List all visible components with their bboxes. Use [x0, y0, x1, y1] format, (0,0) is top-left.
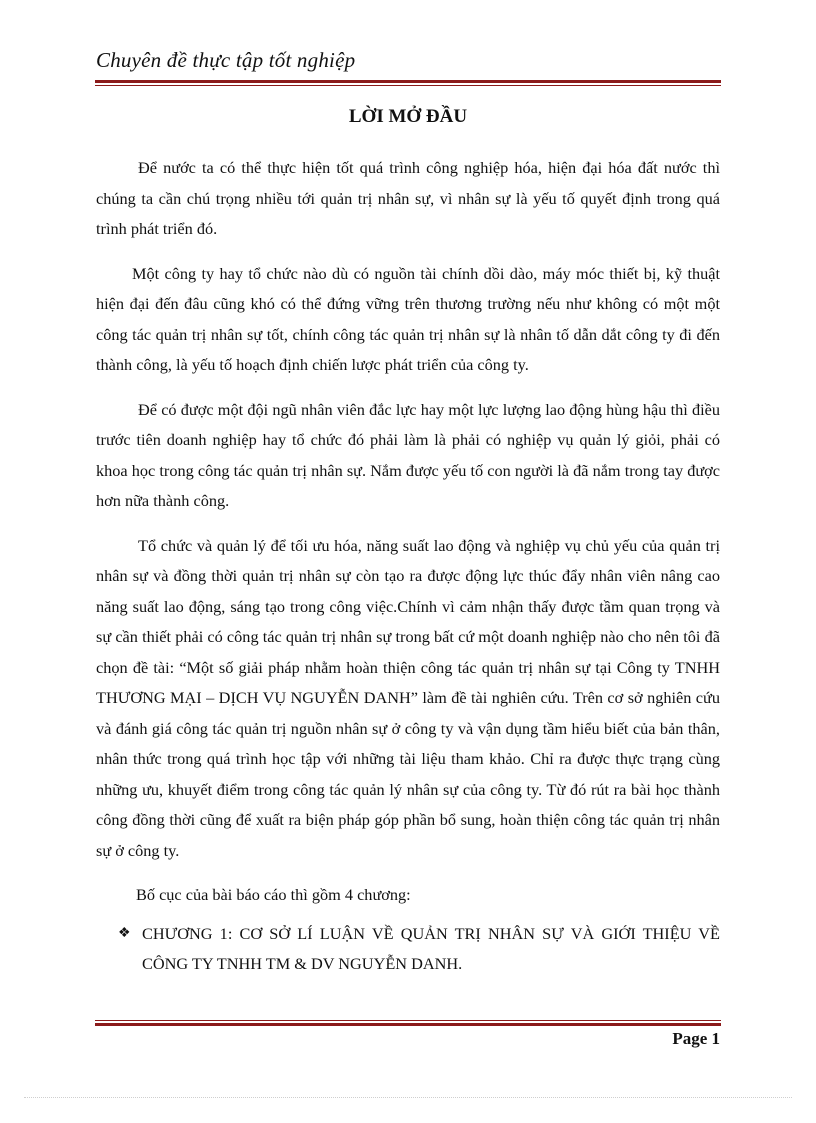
diamond-bullet-icon: ❖ [118, 925, 131, 941]
paragraph: Để có được một đội ngũ nhân viên đắc lực hay một lực lượng lao động hùng hậu thì điều trước tiên doanh nghiệp hay tổ chức đó phải làm là phải có nghiệp vụ quản lý giỏi, phải có khoa học trong công tác quản trị nhân sự. Nắm được yếu tố con người là đã nắm trong tay được hơn nữa thành công. [96, 399, 720, 510]
list-item-text: CHƯƠNG 1: CƠ SỞ LÍ LUẬN VỀ QUẢN TRỊ NHÂN SỰ VÀ GIỚI THIỆU VỀ CÔNG TY TNHH TM & DV NGUYỄN DANH. [142, 923, 720, 973]
paragraph: Tổ chức và quản lý để tối ưu hóa, năng suất lao động và nghiệp vụ chủ yếu của quản trị nhân sự và đồng thời quản trị nhân sự còn tạo ra được động lực thúc đẩy nhân viên nâng cao năng suất lao động, sáng tạo trong công việc.Chính vì cảm nhận thấy được tầm quan trọng và sự cần thiết phải có công tác quản trị nhân sự trong bất cứ một doanh nghiệp nào cho nên tôi đã chọn đề tài: “Một số giải pháp nhằm hoàn thiện công tác quản trị nhân sự tại Công ty TNHH THƯƠNG MẠI – DỊCH VỤ NGUYỄN DANH” làm đề tài nghiên cứu. Trên cơ sở nghiên cứu và đánh giá công tác quản trị nguồn nhân sự ở công ty và vận dụng tầm hiểu biết của bản thân, nhân thức trong quá trình học tập với những tài liệu tham khảo. Chỉ ra được thực trạng cùng những ưu, khuyết điểm trong công tác quản lý nhân sự của công ty. Từ đó rút ra bài học thành công đồng thời cũng để xuất ra biện pháp góp phần bổ sung, hoàn thiện công tác quản trị nhân sự ở công ty. [96, 535, 720, 860]
list-item [118, 919, 720, 980]
running-header: Chuyên đề thực tập tốt nghiệp [96, 48, 356, 72]
header-rule [95, 80, 721, 86]
paragraph: Bố cục của bài báo cáo thì gồm 4 chương: [136, 885, 411, 904]
paragraph: Một công ty hay tổ chức nào dù có nguồn tài chính dồi dào, máy móc thiết bị, kỹ thuật hiện đại đến đâu cũng khó có thể đứng vững trên thương trường nếu như không có một một công tác quản trị nhân sự tốt, chính công tác quản trị nhân sự là nhân tố dẫn dắt công ty đi đến thành công, là yếu tố hoạch định chiến lược phát triển của công ty. [96, 263, 720, 374]
document-title: LỜI MỞ ĐẦU [348, 106, 468, 127]
page-bottom-divider [24, 1097, 792, 1098]
document-body [96, 153, 720, 980]
footer-rule [95, 1020, 721, 1026]
paragraph: Để nước ta có thể thực hiện tốt quá trình công nghiệp hóa, hiện đại hóa đất nước thì chúng ta cần chú trọng nhiều tới quản trị nhân sự, vì nhân sự là yếu tố quyết định trong quá trình phát triển đó. [96, 158, 720, 238]
page-number: Page 1 [672, 1029, 720, 1048]
